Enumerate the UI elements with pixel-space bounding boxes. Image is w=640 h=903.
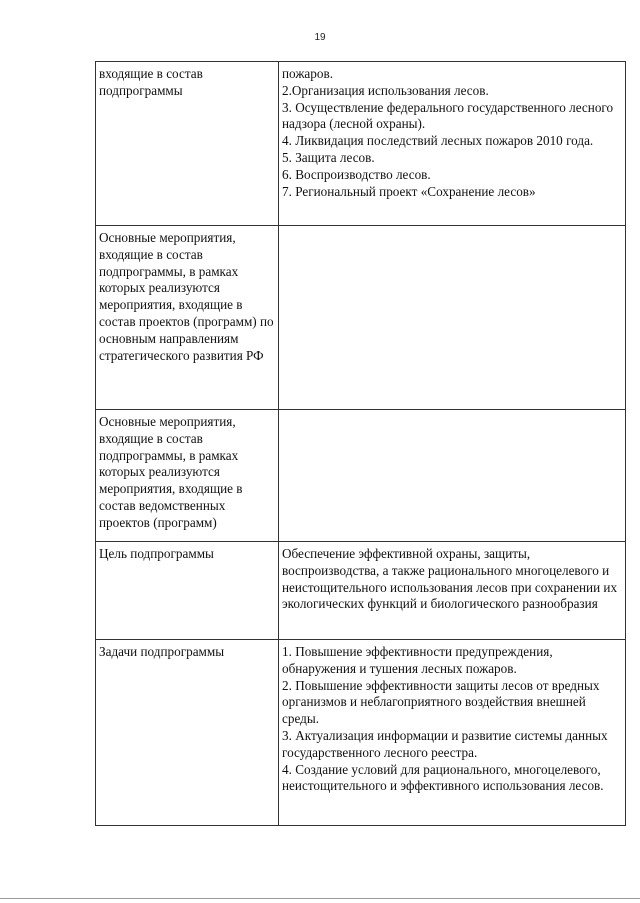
list-item: 2. Повышение эффективности защиты лесов от вредных организмов и неблагоприятного воздействия внешней среды. [282,677,600,727]
row-value-empty [279,410,626,542]
table-row [96,640,626,826]
list-item: 7. Региональный проект «Сохранение лесов» [282,183,536,199]
subprogram-passport-table [95,61,626,826]
page-bottom-rule [0,898,640,899]
row-value [279,62,626,226]
list-item: пожаров. [282,66,333,81]
row-label: Цель подпрограммы [96,542,279,640]
list-item: 2.Организация использования лесов. [282,82,489,98]
list-item: 5. Защита лесов. [282,149,375,165]
list-item: 6. Воспроизводство лесов. [282,166,431,182]
row-label: Основные мероприятия, входящие в состав подпрограммы, в рамках которых реализуются мероприятия, входящие в состав ведомственных проектов (программ) [96,410,279,542]
list-item: 1. Повышение эффективности предупреждения, обнаружения и тушения лесных пожаров. [282,644,553,676]
list-item: 4. Создание условий для рационального, многоцелевого, неистощительного и эффективного использования лесов. [282,761,604,794]
row-value-empty [279,226,626,410]
goal-text: Обеспечение эффективной охраны, защиты, воспроизводства, а также рационального многоцелевого и неистощительного использования лесов при сохранении их экологических функций и биологического разнообразия [282,546,618,612]
list-item: 3. Осуществление федерального государственного лесного надзора (лесной охраны). [282,99,614,132]
table-row [96,226,626,410]
row-value [279,542,626,640]
row-label: Задачи подпрограммы [96,640,279,826]
table-row [96,542,626,640]
table-row [96,410,626,542]
table-row [96,62,626,226]
list-item: 4. Ликвидация последствий лесных пожаров 2010 года. [282,133,594,149]
row-value [279,640,626,826]
row-label: входящие в состав подпрограммы [96,62,279,226]
row-label: Основные мероприятия, входящие в состав подпрограммы, в рамках которых реализуются мероприятия, входящие в состав проектов (программ) по основным направлениям стратегического развития РФ [96,226,279,410]
list-item: 3. Актуализация информации и развитие системы данных государственного лесного реестра. [282,727,608,760]
page-number: 19 [314,32,326,43]
